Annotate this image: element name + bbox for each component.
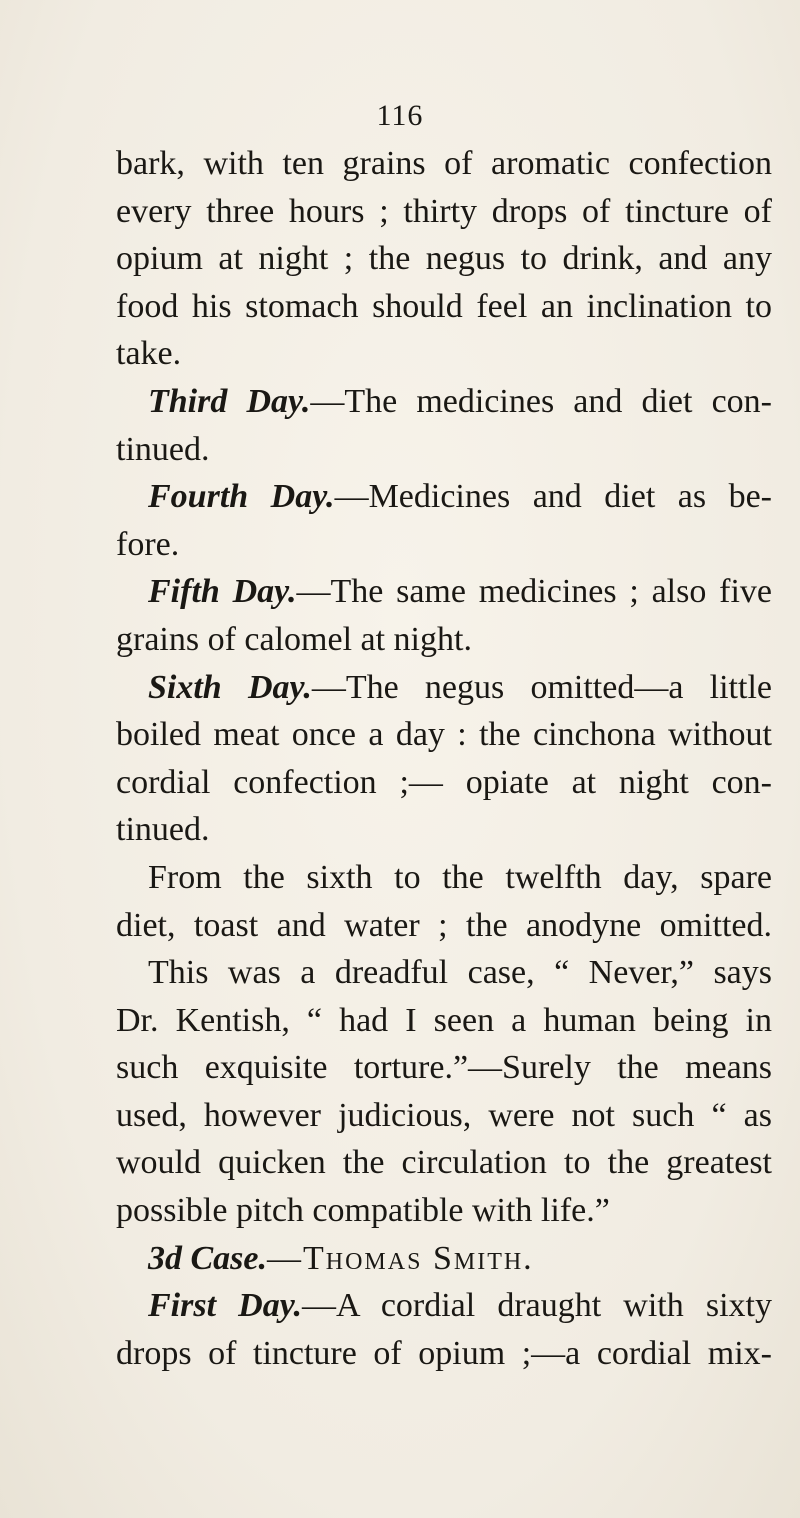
text-line — [116, 1282, 772, 1330]
line-text: —The medicines and diet con- — [310, 382, 772, 420]
line-text: cordial confection ;— opiate at night con- — [116, 763, 772, 801]
entry-heading: First Day. — [148, 1287, 303, 1325]
line-text: possible pitch compatible with life.” — [116, 1192, 610, 1230]
text-line — [116, 759, 772, 807]
line-text: take. — [116, 335, 182, 373]
line-text: —A cordial draught with sixty — [302, 1287, 772, 1325]
line-text: tinued. — [116, 430, 210, 468]
line-text: would quicken the circulation to the greatest — [116, 1144, 772, 1182]
text-line — [116, 854, 772, 902]
text-line — [116, 140, 772, 188]
line-text: Dr. Kentish, “ had I seen a human being in — [116, 1001, 772, 1039]
line-text: From the sixth to the twelfth day, spare — [148, 858, 772, 896]
text-line — [116, 235, 772, 283]
line-text: —The negus omitted—a little — [311, 668, 772, 706]
body-text — [116, 140, 772, 1377]
text-line — [116, 568, 772, 616]
line-text: every three hours ; thirty drops of tincture of — [116, 192, 772, 230]
text-line — [116, 1044, 772, 1092]
line-text: used, however judicious, were not such “ as — [116, 1096, 772, 1134]
page-number: 116 — [376, 99, 424, 132]
line-text: opium at night ; the negus to drink, and any — [116, 240, 772, 278]
entry-heading: Fourth Day. — [148, 478, 335, 516]
entry-heading: Third Day. — [148, 382, 311, 420]
text-line — [116, 473, 772, 521]
entry-heading: 3d Case. — [148, 1239, 267, 1277]
line-text: grains of calomel at night. — [116, 620, 472, 658]
text-line — [116, 283, 772, 331]
text-line — [116, 330, 772, 378]
text-line — [116, 949, 772, 997]
entry-heading: Sixth Day. — [148, 668, 312, 706]
line-text: fore. — [116, 525, 180, 563]
text-line — [116, 378, 772, 426]
line-text: bark, with ten grains of aromatic confection — [116, 145, 772, 182]
line-text: —The same medicines ; also five — [296, 573, 772, 611]
text-line — [116, 806, 772, 854]
line-text: food his stomach should feel an inclination to — [116, 287, 772, 325]
text-line — [116, 1235, 772, 1283]
text-line — [116, 1092, 772, 1140]
line-text: —Medicines and diet as be- — [334, 478, 772, 516]
line-text: This was a dreadful case, “ Never,” says — [148, 954, 772, 992]
line-text: —Thomas Smith. — [267, 1239, 534, 1277]
text-line — [116, 188, 772, 236]
text-line — [116, 616, 772, 664]
line-text: diet, toast and water ; the anodyne omitted. — [116, 906, 772, 944]
entry-heading: Fifth Day. — [148, 573, 297, 611]
line-text: tinued. — [116, 811, 210, 849]
line-text: boiled meat once a day : the cinchona without — [116, 716, 772, 754]
text-line — [116, 711, 772, 759]
text-line — [116, 902, 772, 950]
text-line — [116, 664, 772, 712]
text-line — [116, 1139, 772, 1187]
text-line — [116, 1187, 772, 1235]
line-text: drops of tincture of opium ;—a cordial mix- — [116, 1334, 772, 1372]
line-text: such exquisite torture.”—Surely the means — [116, 1049, 772, 1087]
text-line — [116, 1330, 772, 1378]
text-line — [116, 426, 772, 474]
text-line — [116, 997, 772, 1045]
text-line — [116, 521, 772, 569]
